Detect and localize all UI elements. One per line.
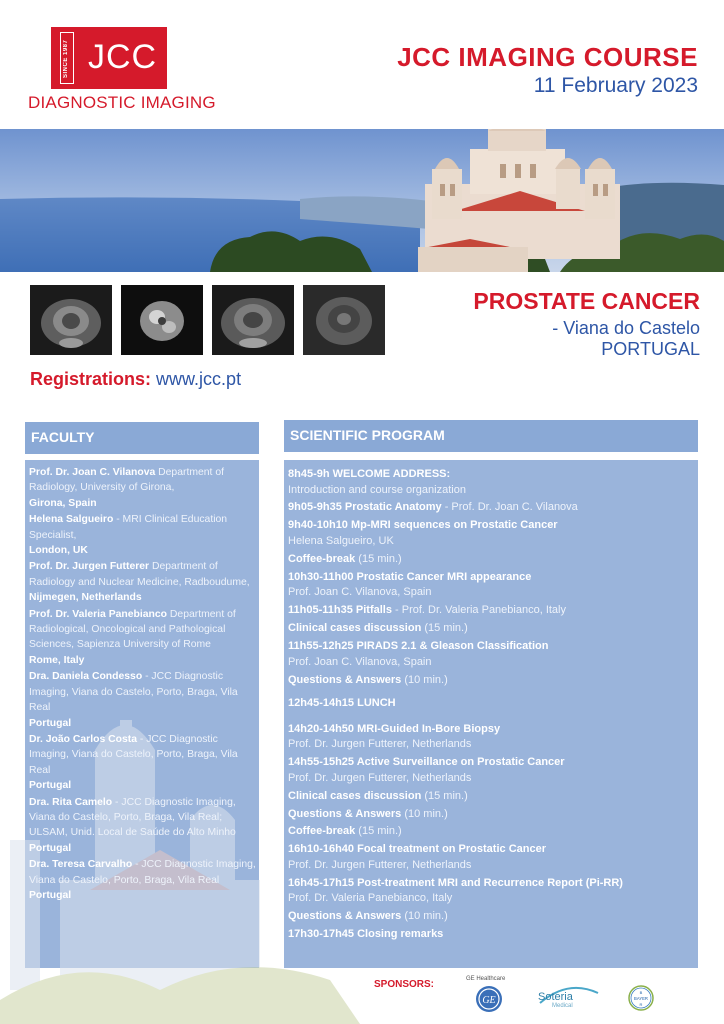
faculty-member-name: Prof. Dr. Valeria Panebianco <box>29 608 168 620</box>
faculty-member-location: Portugal <box>29 717 72 729</box>
program-item-title: 11h55-12h25 PIRADS 2.1 & Gleason Classification <box>288 640 549 653</box>
program-item-detail: (15 min.) <box>355 552 402 565</box>
program-item <box>288 500 696 516</box>
ge-healthcare-text: GE Healthcare <box>466 976 506 982</box>
program-item <box>288 696 696 712</box>
soteria-sub: Medical <box>552 1003 573 1009</box>
program-item-title: 8h45-9h WELCOME ADDRESS: <box>288 468 451 480</box>
faculty-member-location: Rome, Italy <box>29 654 85 666</box>
course-date: 11 February 2023 <box>533 74 698 97</box>
topic-country: PORTUGAL <box>601 339 700 359</box>
banner-photo <box>0 129 724 272</box>
program-item-title: 9h40-10h10 Mp-MRI sequences on Prostatic Cancer <box>288 519 558 532</box>
faculty-member <box>29 669 259 731</box>
faculty-member-name: Prof. Dr. Joan C. Vilanova <box>29 467 156 478</box>
faculty-member-name: Dr. João Carlos Costa <box>29 733 137 745</box>
program-item <box>288 603 696 619</box>
program-item-speaker: Prof. Dr. Valeria Panebianco, Italy <box>288 892 453 905</box>
svg-text:GE: GE <box>482 995 496 1006</box>
faculty-member <box>29 465 259 511</box>
program-item-title: 12h45-14h15 LUNCH <box>288 697 396 710</box>
program-item-speaker: Prof. Joan C. Vilanova, Spain <box>288 586 432 599</box>
bayer-cross-icon <box>628 985 654 1011</box>
faculty-member <box>29 732 259 794</box>
faculty-member-location: Portugal <box>29 889 72 901</box>
faculty-member-affiliation: Department of Radiological, Oncological and Pathological Sciences, Sapienza University of Rome <box>29 608 236 651</box>
program-item <box>288 467 696 498</box>
registrations-link[interactable]: www.jcc.pt <box>156 369 242 389</box>
faculty-member <box>29 512 259 558</box>
logo-since-stripe <box>60 32 74 84</box>
program-item-speaker: Helena Salgueiro, UK <box>288 534 394 547</box>
program-item <box>288 909 696 925</box>
faculty-member-affiliation: Department of Radiology and Nuclear Medicine, Radboudume, <box>29 561 250 588</box>
program-item <box>288 789 696 805</box>
program-item-title: Clinical cases discussion <box>288 622 422 635</box>
topic-title: PROSTATE CANCER <box>473 288 700 314</box>
registrations <box>30 369 241 390</box>
program-item-title: 11h05-11h35 Pitfalls <box>288 604 392 617</box>
faculty-member-affiliation: - JCC Diagnostic Imaging, Viana do Castelo, Porto, Braga, Vila Real; ULSAM, Unid. Local de Saúde do Alto Minho <box>29 796 236 839</box>
bayer-logo <box>628 985 654 1016</box>
program-item-title: Coffee-break <box>288 825 356 838</box>
program-item-title: Clinical cases discussion <box>288 789 422 802</box>
program-item <box>288 876 696 907</box>
program-item-title: Questions & Answers <box>288 673 402 686</box>
program-item <box>288 518 696 549</box>
faculty-member-affiliation: - JCC Diagnostic Imaging, Viana do Castelo, Porto, Braga, Vila Real <box>29 733 238 776</box>
faculty-member-name: Prof. Dr. Jurgen Futterer <box>29 561 150 573</box>
program-item-detail: (10 min.) <box>401 910 448 923</box>
registrations-label: Registrations: <box>30 369 152 389</box>
program-item-title: 14h20-14h50 MRI-Guided In-Bore Biopsy <box>288 722 501 735</box>
program-item <box>288 824 696 840</box>
ge-healthcare-logo <box>466 976 505 1019</box>
faculty-member-name: Dra. Daniela Condesso <box>29 671 143 683</box>
mri-image-2 <box>121 285 203 355</box>
faculty-member-location: Portugal <box>29 842 72 854</box>
soteria-name: Soteria <box>538 991 573 1003</box>
faculty-member-name: Dra. Teresa Carvalho <box>29 859 133 871</box>
program-item-title: Coffee-break <box>288 552 356 565</box>
faculty-list <box>29 465 259 904</box>
program-item <box>288 673 696 689</box>
faculty-member-affiliation: - JCC Diagnostic Imaging, Viana do Castelo, Porto, Braga, Vila Real <box>29 859 256 886</box>
mri-image-4 <box>303 285 385 355</box>
sponsors-label: SPONSORS: <box>374 979 435 990</box>
program-item-speaker: Prof. Dr. Jurgen Futterer, Netherlands <box>288 771 472 784</box>
faculty-member-affiliation: - JCC Diagnostic Imaging, Viana do Castelo, Porto, Braga, Vila Real <box>29 671 238 714</box>
mri-image-3 <box>212 285 294 355</box>
logo-since-text: SINCE 1987 <box>63 39 69 79</box>
faculty-member-location: London, UK <box>29 545 88 557</box>
bayer-text: BAYER <box>634 996 648 1001</box>
faculty-member <box>29 559 259 605</box>
logo-subtitle: DIAGNOSTIC IMAGING <box>28 93 216 112</box>
program-item-title: 17h30-17h45 Closing remarks <box>288 928 444 941</box>
ge-logo-icon <box>474 984 504 1014</box>
svg-text:B: B <box>639 990 643 995</box>
jcc-logo <box>51 27 167 89</box>
program-item <box>288 570 696 601</box>
program-item-title: 14h55-15h25 Active Surveillance on Prostatic Cancer <box>288 756 565 769</box>
program-list <box>288 467 696 945</box>
logo-name: JCC <box>88 38 158 76</box>
program-item <box>288 842 696 873</box>
program-item-detail: (15 min.) <box>421 622 468 635</box>
program-item <box>288 755 696 786</box>
program-item-detail: - Prof. Dr. Valeria Panebianco, Italy <box>391 604 566 617</box>
program-item <box>288 722 696 753</box>
topic-location <box>552 318 700 360</box>
program-header: SCIENTIFIC PROGRAM <box>284 420 698 452</box>
program-item-detail: (10 min.) <box>401 807 448 820</box>
program-item-detail: (15 min.) <box>355 825 402 838</box>
faculty-member-location: Nijmegen, Netherlands <box>29 592 142 604</box>
mri-image-1 <box>30 285 112 355</box>
program-item <box>288 552 696 568</box>
faculty-member-affiliation: - MRI Clinical Education Specialist, <box>29 514 228 541</box>
program-item-title: 16h10-16h40 Focal treatment on Prostatic Cancer <box>288 843 546 856</box>
program-item-title: 9h05-9h35 Prostatic Anatomy <box>288 501 442 514</box>
program-item-title: Questions & Answers <box>288 807 402 820</box>
program-item-speaker: Prof. Joan C. Vilanova, Spain <box>288 655 432 668</box>
program-item <box>288 621 696 637</box>
program-item-title: 10h30-11h00 Prostatic Cancer MRI appearance <box>288 570 532 583</box>
program-item-title: 16h45-17h15 Post-treatment MRI and Recurrence Report (Pi-RR) <box>288 876 623 889</box>
program-item-speaker: Prof. Dr. Jurgen Futterer, Netherlands <box>288 858 472 871</box>
soteria-logo <box>538 983 573 1009</box>
program-item-detail: (15 min.) <box>421 789 468 802</box>
faculty-header: FACULTY <box>25 422 259 454</box>
program-item <box>288 639 696 670</box>
program-item-speaker: Prof. Dr. Jurgen Futterer, Netherlands <box>288 738 472 751</box>
program-item-speaker: Introduction and course organization <box>288 483 466 496</box>
faculty-member <box>29 607 259 669</box>
svg-text:R: R <box>639 1002 643 1007</box>
course-title: JCC IMAGING COURSE <box>397 42 698 72</box>
program-item <box>288 927 696 943</box>
faculty-member-location: Portugal <box>29 780 72 792</box>
topic-city: - Viana do Castelo <box>552 318 700 338</box>
faculty-member-name: Helena Salgueiro <box>29 514 114 526</box>
faculty-member-affiliation: Department of Radiology, University of Girona, <box>29 467 224 494</box>
program-item-detail: (10 min.) <box>401 673 448 686</box>
program-item-title: Questions & Answers <box>288 910 402 923</box>
faculty-member <box>29 795 259 857</box>
faculty-member-name: Dra. Rita Camelo <box>29 796 113 808</box>
program-item-detail: - Prof. Dr. Joan C. Vilanova <box>441 501 578 514</box>
faculty-member <box>29 857 259 903</box>
program-item <box>288 807 696 823</box>
faculty-member-location: Girona, Spain <box>29 497 97 509</box>
